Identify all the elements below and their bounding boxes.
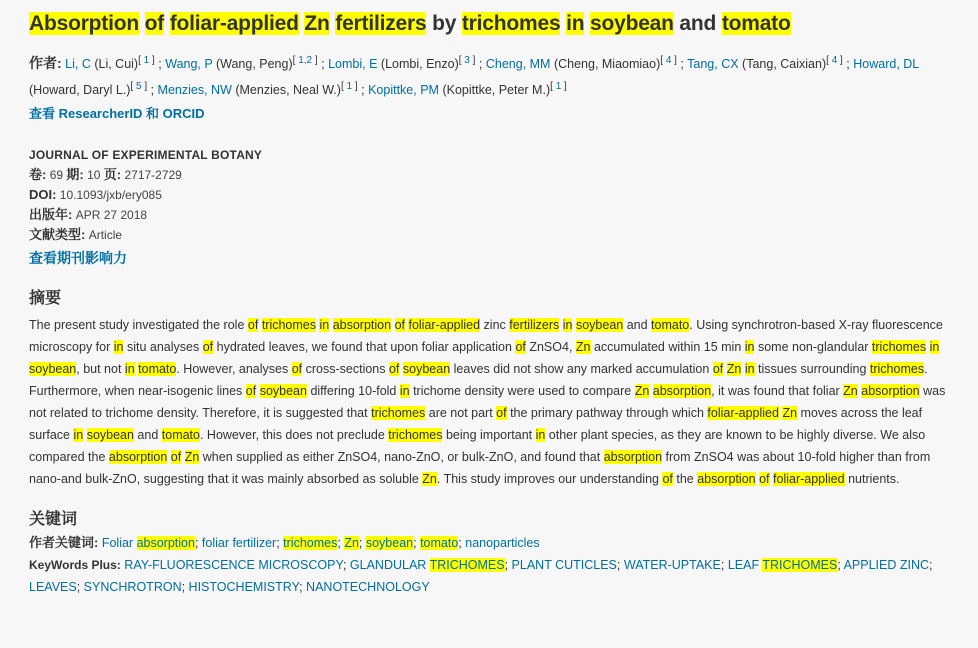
abstract-segment-highlight: trichomes bbox=[869, 362, 925, 376]
affiliation-refs: [ 1,2 ] bbox=[292, 54, 318, 66]
abstract-segment-text: tissues surrounding bbox=[754, 362, 870, 376]
abstract-segment-highlight: absorption bbox=[332, 318, 392, 332]
title-word-text: and bbox=[673, 12, 722, 35]
abstract-segment-highlight: Zn bbox=[184, 450, 200, 464]
abstract-segment-text: and bbox=[133, 428, 162, 442]
abstract-segment-highlight: Zn bbox=[575, 340, 591, 354]
pubdate-label: 出版年: bbox=[29, 207, 73, 222]
abstract-segment-highlight: Zn bbox=[843, 384, 858, 398]
abstract-segment-text: differing 10-fold bbox=[306, 384, 400, 398]
affiliation-link[interactable]: 4 bbox=[665, 54, 672, 66]
author-name-link[interactable]: Cheng, MM bbox=[485, 57, 551, 71]
author-keyword-link[interactable] bbox=[465, 536, 539, 550]
abstract-segment-highlight: in bbox=[319, 318, 330, 332]
issue-value: 10 bbox=[87, 168, 101, 182]
abstract-segment-highlight: of bbox=[170, 450, 182, 464]
keyword-text: NANOTECHNOLOGY bbox=[306, 580, 430, 594]
abstract-segment-highlight: of bbox=[759, 472, 770, 486]
abstract-segment-highlight: tomato bbox=[161, 428, 200, 442]
title-word-highlight: Absorption bbox=[29, 12, 139, 35]
abstract-segment-highlight: trichomes bbox=[371, 406, 426, 420]
abstract-segment-highlight: of bbox=[202, 340, 214, 354]
authors-label: 作者: bbox=[29, 55, 62, 71]
author-keyword-link[interactable] bbox=[420, 536, 458, 550]
keyword-text: APPLIED ZINC bbox=[843, 558, 930, 572]
author-full-name: (Tang, Caixian) bbox=[742, 57, 827, 71]
abstract-segment-highlight: in bbox=[399, 384, 410, 398]
author-entry: Wang, P (Wang, Peng)[ 1,2 ] ; bbox=[165, 54, 325, 71]
affiliation-link[interactable]: 5 bbox=[135, 80, 142, 92]
author-name-link[interactable]: Kopittke, PM bbox=[368, 83, 439, 97]
affiliation-link[interactable]: 1 bbox=[346, 80, 353, 92]
author-entry bbox=[365, 80, 567, 97]
abstract-heading: 摘要 bbox=[29, 290, 62, 307]
author-name-link[interactable]: Wang, P bbox=[165, 57, 213, 71]
author-keywords-row bbox=[29, 532, 949, 554]
abstract-segment-highlight: Zn bbox=[422, 472, 437, 486]
abstract-segment-text: situ analyses bbox=[123, 340, 203, 354]
affiliation-link[interactable]: 4 bbox=[831, 54, 838, 66]
doctype-label: 文献类型: bbox=[29, 227, 86, 242]
abstract-segment-text: leaves did not show any marked accumulation bbox=[450, 362, 713, 376]
affiliation-link[interactable]: 1 bbox=[555, 80, 562, 92]
keyword-text: GLANDULAR bbox=[349, 558, 430, 572]
abstract-segment-text: nutrients. bbox=[844, 472, 900, 486]
keyword-plus-link[interactable] bbox=[624, 558, 721, 572]
title-word-highlight: soybean bbox=[589, 12, 674, 35]
authors-block bbox=[29, 50, 949, 103]
abstract-segment-text: , it was found that foliar bbox=[711, 384, 844, 398]
author-keyword-link[interactable] bbox=[283, 536, 337, 550]
abstract-segment-text: and bbox=[623, 318, 652, 332]
keyword-plus-link[interactable] bbox=[189, 580, 300, 594]
abstract-segment-highlight: soybean bbox=[29, 362, 77, 376]
keyword-highlight: soybean bbox=[365, 536, 414, 550]
doctype-row bbox=[29, 225, 949, 245]
author-entry: Lombi, E (Lombi, Enzo)[ 3 ] ; bbox=[328, 54, 483, 71]
abstract-segment-highlight: of bbox=[245, 384, 257, 398]
title-word-highlight: trichomes bbox=[461, 12, 561, 35]
volume-value: 69 bbox=[49, 168, 64, 182]
keywords-plus-list: RAY-FLUORESCENCE MICROSCOPY; GLANDULAR TRICHOMES; PLANT CUTICLES; WATER-UPTAKE; LEAF TRICHOMES; APPLIED ZINC; LEAVES; SYNCHROTRON; HISTOCHEMISTRY; NANOTECHNOLOGY bbox=[29, 558, 933, 594]
author-name-link[interactable]: Menzies, NW bbox=[157, 83, 232, 97]
abstract-segment-highlight: in bbox=[744, 340, 755, 354]
abstract-segment-highlight: in bbox=[562, 318, 573, 332]
keyword-plus-link[interactable] bbox=[844, 558, 929, 572]
abstract-segment-highlight: absorption bbox=[652, 384, 712, 398]
abstract-segment-highlight: Zn bbox=[634, 384, 650, 398]
abstract-segment-text: the bbox=[672, 472, 698, 486]
abstract-segment-text: trichome density were used to compare bbox=[409, 384, 635, 398]
keywords-heading: 关键词 bbox=[29, 511, 78, 528]
keyword-plus-link[interactable] bbox=[728, 558, 838, 572]
keyword-text: RAY-FLUORESCENCE MICROSCOPY bbox=[124, 558, 343, 572]
journal-impact-link[interactable]: 查看期刊影响力 bbox=[29, 250, 127, 266]
affiliation-refs: [ 1 ] bbox=[340, 80, 358, 92]
keyword-plus-link[interactable] bbox=[84, 580, 182, 594]
abstract-segment-text: , but not bbox=[76, 362, 125, 376]
author-full-name: (Li, Cui) bbox=[94, 57, 139, 71]
abstract-segment-highlight: of bbox=[388, 362, 400, 376]
author-keyword-link[interactable] bbox=[102, 536, 195, 550]
keyword-highlight: trichomes bbox=[283, 536, 338, 550]
abstract-segment-highlight: of bbox=[662, 472, 673, 486]
keyword-text: WATER-UPTAKE bbox=[623, 558, 721, 572]
keywords-plus-row bbox=[29, 554, 949, 598]
title-word-text bbox=[139, 12, 145, 35]
abstract-segment-text: some non-glandular bbox=[754, 340, 872, 354]
pubdate-value: APR 27 2018 bbox=[75, 208, 148, 222]
abstract-segment-text: from ZnSO4 was about 10-fold higher than from nano-and bulk-ZnO, suggesting that it was mainly absorbed as soluble bbox=[29, 450, 931, 486]
keyword-plus-link[interactable] bbox=[29, 580, 77, 594]
abstract-segment-highlight: absorption bbox=[861, 384, 920, 398]
author-entry: Tang, CX (Tang, Caixian)[ 4 ] ; bbox=[687, 54, 850, 71]
author-keyword-link[interactable] bbox=[366, 536, 413, 550]
pubdate-row bbox=[29, 205, 949, 225]
title-word-text: by bbox=[426, 12, 462, 35]
author-full-name: (Lombi, Enzo) bbox=[380, 57, 459, 71]
author-name-link[interactable]: Lombi, E bbox=[328, 57, 378, 71]
abstract-segment-highlight: absorption bbox=[603, 450, 663, 464]
keywords-plus-label: KeyWords Plus: bbox=[29, 558, 121, 572]
abstract-segment-highlight: in bbox=[535, 428, 546, 442]
keyword-plus-link[interactable] bbox=[512, 558, 617, 572]
keyword-highlight: tomato bbox=[420, 536, 459, 550]
author-name-link[interactable]: Li, C bbox=[65, 57, 91, 71]
affiliation-refs: [ 4 ] bbox=[826, 54, 843, 66]
keyword-text: SYNCHROTRON bbox=[83, 580, 182, 594]
abstract-segment-text: . Furthermore, when near-isogenic lines bbox=[29, 362, 928, 398]
abstract-segment-text: zinc bbox=[480, 318, 510, 332]
keyword-text: PLANT CUTICLES bbox=[511, 558, 617, 572]
abstract-segment-highlight: of bbox=[394, 318, 405, 332]
author-full-name: (Cheng, Miaomiao) bbox=[553, 57, 661, 71]
abstract-segment-highlight: of bbox=[247, 318, 259, 332]
abstract-segment-highlight: soybean bbox=[259, 384, 307, 398]
abstract-segment-text: other plant species, as they are known to be highly diverse. We also compared the bbox=[29, 428, 926, 464]
researcher-id-link[interactable]: 查看 ResearcherID 和 ORCID bbox=[29, 106, 205, 121]
abstract-segment-text: when supplied as either ZnSO4, nano-ZnO, or bulk-ZnO, and found that bbox=[199, 450, 604, 464]
abstract-segment-highlight: soybean bbox=[575, 318, 624, 332]
keyword-plus-link[interactable] bbox=[350, 558, 505, 572]
keyword-highlight: TRICHOMES bbox=[429, 558, 505, 572]
affiliation-refs: [ 3 ] bbox=[458, 54, 476, 66]
article-title bbox=[29, 10, 949, 38]
affiliation-link[interactable]: 1 bbox=[298, 54, 304, 66]
abstract-segment-highlight: absorption bbox=[697, 472, 756, 486]
keyword-text: LEAF bbox=[727, 558, 763, 572]
keyword-plus-link[interactable] bbox=[306, 580, 430, 594]
affiliation-link[interactable]: 2 bbox=[306, 54, 313, 66]
abstract-segment-highlight: in bbox=[73, 428, 84, 442]
author-name-link[interactable]: Howard, DL bbox=[853, 57, 919, 71]
affiliation-link[interactable]: 3 bbox=[464, 54, 470, 66]
author-entry: Howard, DL (Howard, Daryl L.)[ 5 ] ; bbox=[29, 57, 919, 97]
abstract-segment-text: ZnSO4, bbox=[525, 340, 576, 354]
affiliation-refs: [ 4 ] bbox=[660, 54, 677, 66]
affiliation-link[interactable]: 1 bbox=[143, 54, 150, 66]
abstract-segment-text: . This study improves our understanding bbox=[436, 472, 663, 486]
abstract-segment-text: are not part bbox=[425, 406, 497, 420]
abstract-segment-text: . However, this does not preclude bbox=[199, 428, 389, 442]
abstract-segment-text: . Using synchrotron-based X-ray fluorescence microscopy for bbox=[29, 318, 943, 354]
abstract-segment-highlight: absorption bbox=[108, 450, 168, 464]
abstract-segment-highlight: of bbox=[496, 406, 507, 420]
title-word-highlight: fertilizers bbox=[335, 12, 427, 35]
title-word-text bbox=[164, 12, 170, 35]
doi-label: DOI: bbox=[29, 187, 57, 202]
abstract-segment-highlight: trichomes bbox=[388, 428, 443, 442]
abstract-segment-text: hydrated leaves, we found that upon foliar application bbox=[213, 340, 516, 354]
abstract-segment-highlight: foliar-applied bbox=[707, 406, 779, 420]
abstract-segment-highlight: fertilizers bbox=[509, 318, 560, 332]
keyword-highlight: TRICHOMES bbox=[762, 558, 838, 572]
abstract-segment-highlight: Zn bbox=[782, 406, 798, 420]
journal-title[interactable]: JOURNAL OF EXPERIMENTAL BOTANY bbox=[29, 148, 263, 162]
abstract-segment-highlight: foliar-applied bbox=[408, 318, 481, 332]
keyword-text: HISTOCHEMISTRY bbox=[188, 580, 300, 594]
abstract-segment-highlight: foliar-applied bbox=[773, 472, 845, 486]
author-full-name: (Wang, Peng) bbox=[215, 57, 293, 71]
abstract-segment-highlight: of bbox=[712, 362, 724, 376]
author-full-name: (Menzies, Neal W.) bbox=[235, 83, 341, 97]
author-keyword-link[interactable] bbox=[202, 536, 276, 550]
keyword-text: nanoparticles bbox=[465, 536, 540, 550]
keyword-highlight: absorption bbox=[136, 536, 195, 550]
author-keywords-list: Foliar absorption; foliar fertilizer; trichomes; Zn; soybean; tomato; nanoparticles bbox=[101, 536, 540, 550]
title-word-highlight: tomato bbox=[721, 12, 791, 35]
pages-label: 页: bbox=[103, 167, 122, 182]
abstract-segment-text: . However, analyses bbox=[176, 362, 292, 376]
abstract-segment-text: was not related to trichome density. Therefore, it is suggested that bbox=[29, 384, 946, 420]
issue-label: 期: bbox=[66, 167, 84, 182]
abstract-segment-highlight: in bbox=[124, 362, 135, 376]
abstract-segment-highlight: in bbox=[929, 340, 940, 354]
abstract-segment-text: moves across the leaf surface bbox=[29, 406, 923, 442]
author-entry: Li, C (Li, Cui)[ 1 ] ; bbox=[65, 54, 162, 71]
author-full-name: (Howard, Daryl L.) bbox=[29, 83, 131, 97]
abstract-segment-highlight: tomato bbox=[138, 362, 177, 376]
abstract-segment-highlight: soybean bbox=[86, 428, 134, 442]
author-list bbox=[29, 54, 919, 97]
abstract-segment-highlight: Zn bbox=[726, 362, 742, 376]
author-entry: Cheng, MM (Cheng, Miaomiao)[ 4 ] ; bbox=[485, 54, 684, 71]
keyword-text: LEAVES bbox=[29, 580, 77, 594]
title-word-highlight: foliar-applied bbox=[169, 12, 299, 35]
pages-value: 2717-2729 bbox=[124, 168, 182, 182]
author-keywords-label: 作者关键词: bbox=[29, 535, 99, 550]
doi-value: 10.1093/jxb/ery085 bbox=[59, 188, 162, 202]
author-entry: Menzies, NW (Menzies, Neal W.)[ 1 ] ; bbox=[157, 80, 365, 97]
abstract-segment-text: being important bbox=[442, 428, 536, 442]
abstract-segment-text: cross-sections bbox=[302, 362, 389, 376]
abstract-segment-highlight: in bbox=[113, 340, 124, 354]
affiliation-refs: [ 1 ] bbox=[138, 54, 155, 66]
title-word-highlight: Zn bbox=[304, 12, 330, 35]
author-name-link[interactable]: Tang, CX bbox=[687, 57, 739, 71]
keyword-plus-link[interactable] bbox=[124, 558, 343, 572]
abstract-segment-text: the primary pathway through which bbox=[506, 406, 708, 420]
keyword-text: foliar fertilizer bbox=[201, 536, 277, 550]
abstract-segment-highlight: tomato bbox=[651, 318, 690, 332]
author-full-name: (Kopittke, Peter M.) bbox=[442, 83, 551, 97]
volume-label: 卷: bbox=[29, 167, 47, 182]
abstract-segment-highlight: soybean bbox=[402, 362, 451, 376]
abstract-segment-highlight: in bbox=[744, 362, 755, 376]
title-word-highlight: of bbox=[144, 12, 165, 35]
author-keyword-link[interactable] bbox=[344, 536, 359, 550]
abstract-text bbox=[29, 314, 949, 490]
abstract-segment-highlight: of bbox=[291, 362, 303, 376]
abstract-segment-text: The present study investigated the role bbox=[29, 318, 248, 332]
affiliation-refs: [ 5 ] bbox=[130, 80, 148, 92]
doi-row bbox=[29, 185, 949, 205]
abstract-segment-highlight: trichomes bbox=[871, 340, 927, 354]
abstract-segment-text: accumulated within 15 min bbox=[590, 340, 745, 354]
abstract-segment-highlight: of bbox=[515, 340, 526, 354]
doctype-value: Article bbox=[88, 228, 123, 242]
abstract-segment-highlight: trichomes bbox=[261, 318, 316, 332]
keyword-highlight: Zn bbox=[344, 536, 359, 550]
title-word-highlight: in bbox=[566, 12, 585, 35]
volume-issue-pages bbox=[29, 165, 949, 185]
keyword-text: Foliar bbox=[101, 536, 137, 550]
affiliation-refs: [ 1 ] bbox=[550, 80, 567, 92]
